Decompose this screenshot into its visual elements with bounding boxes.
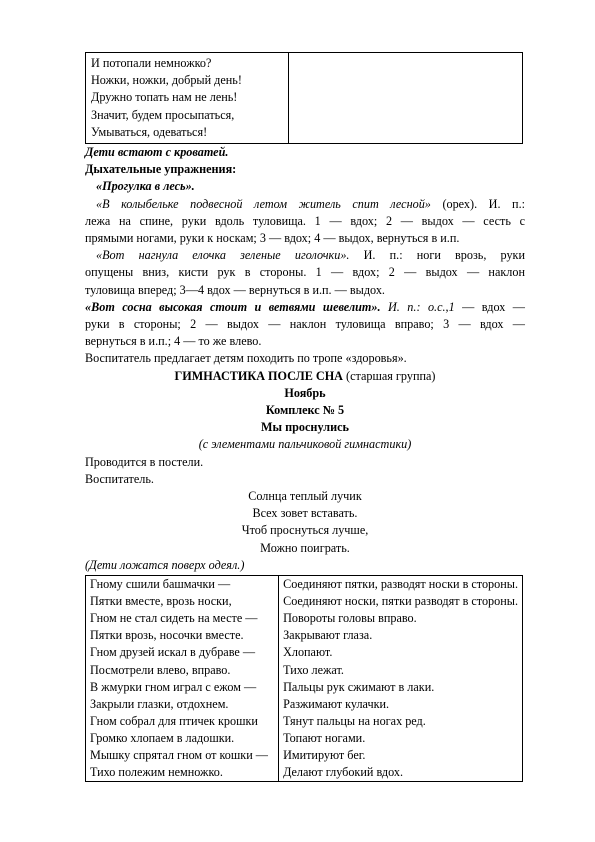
top-table-left-cell bbox=[86, 53, 289, 144]
action-line: Тянут пальцы на ногах ред. bbox=[283, 713, 426, 728]
verse-line: Гном собрал для птичек крошки bbox=[90, 713, 258, 728]
table-row bbox=[86, 576, 523, 782]
poem-line: Умываться, одеваться! bbox=[91, 124, 208, 139]
walk-title: «Прогулка в лесь». bbox=[96, 179, 195, 194]
breathing-title: Дыхательные упражнения: bbox=[85, 162, 237, 177]
exercise-1-text: (орех). И. п.: bbox=[430, 196, 526, 211]
exercise-3 bbox=[85, 299, 525, 316]
poem-line: Чтоб проснуться лучше, bbox=[241, 523, 369, 538]
action-line: Делают глубокий вдох. bbox=[283, 765, 404, 780]
top-table bbox=[85, 52, 523, 144]
document-page bbox=[85, 52, 525, 782]
verse-line: Тихо полежим немножко. bbox=[90, 765, 223, 780]
exercise-table bbox=[85, 575, 523, 782]
table-cell-verse bbox=[86, 576, 279, 782]
table-cell-action bbox=[279, 576, 523, 782]
exercise-1-line: прямыми ногами, руки к носкам; 3 — вдох; 4 — выдох, вернуться в и.п. bbox=[85, 231, 460, 246]
action-line: Закрывают глаза. bbox=[283, 628, 373, 643]
verse-line: Пятки врозь, носочки вместе. bbox=[90, 628, 244, 643]
verse-line: Мышку спрятал гном от кошки — bbox=[90, 748, 268, 763]
exercise-1 bbox=[85, 196, 525, 213]
action-line: Топают ногами. bbox=[283, 730, 366, 745]
heading-main: ГИМНАСТИКА ПОСЛЕ СНА bbox=[174, 368, 343, 383]
poem-line: Ножки, ножки, добрый день! bbox=[91, 73, 242, 88]
heading-group: (старшая группа) bbox=[342, 368, 436, 383]
exercise-3-line: вернуться в и.п.; 4 — то же влево. bbox=[85, 334, 262, 349]
action-line: Соединяют пятки, разводят носки в стороны. bbox=[283, 577, 518, 592]
teacher-offer: Воспитатель предлагает детям походить по тропе «здоровья». bbox=[85, 351, 407, 366]
exercise-3-ip: И. п.: о.с.,1 bbox=[380, 299, 455, 314]
month-heading: Ноябрь bbox=[284, 385, 326, 400]
action-line: Имитируют бег. bbox=[283, 748, 366, 763]
exercise-3-text: — вдох — bbox=[454, 299, 525, 314]
poem-line: Можно поиграть. bbox=[260, 540, 350, 555]
complex-subtitle: (с элементами пальчиковой гимнастики) bbox=[198, 437, 412, 452]
verse-line: Пятки вместе, врозь носки, bbox=[90, 594, 232, 609]
exercise-2-title: «Вот нагнула елочка зеленые иголочки». bbox=[96, 248, 350, 263]
action-line: Разжимают кулачки. bbox=[283, 696, 390, 711]
action-line: Повороты головы вправо. bbox=[283, 611, 417, 626]
exercise-1-title: «В колыбельке подвесной летом житель спит лесной» bbox=[96, 196, 431, 211]
exercise-3-title: «Вот сосна высокая стоит и ветвями шевелит». bbox=[85, 299, 381, 314]
exercise-2-text: И. п.: ноги врозь, руки bbox=[349, 248, 525, 263]
held-in-bed: Проводится в постели. bbox=[85, 454, 204, 469]
top-table-right-cell bbox=[289, 53, 523, 144]
action-line: Пальцы рук сжимают в лаки. bbox=[283, 679, 435, 694]
action-line: Хлопают. bbox=[283, 645, 333, 660]
poem-line: Значит, будем просыпаться, bbox=[91, 107, 235, 122]
verse-line: Посмотрели влево, вправо. bbox=[90, 662, 231, 677]
action-line: Соединяют носки, пятки разводят в стороны. bbox=[283, 594, 518, 609]
action-line: Тихо лежат. bbox=[283, 662, 344, 677]
teacher-label: Воспитатель. bbox=[85, 471, 154, 486]
poem-line: Всех зовет вставать. bbox=[252, 506, 358, 521]
verse-line: Громко хлопаем в ладошки. bbox=[90, 730, 235, 745]
complex-name: Мы проснулись bbox=[261, 420, 349, 435]
verse-line: Гному сшили башмачки — bbox=[90, 577, 231, 592]
kids-lie-note: (Дети ложатся поверх одеял.) bbox=[85, 557, 245, 572]
poem-line: Солнца теплый лучик bbox=[248, 489, 362, 504]
poem-line: И потопали немножко? bbox=[91, 56, 212, 70]
exercise-2-line: туловища вперед; 3—4 вдох — вернуться в и.п. — выдох. bbox=[85, 282, 385, 297]
verse-line: В жмурки гном играл с ежом — bbox=[90, 679, 257, 694]
exercise-2-line: опущены вниз, кисти рук в стороны. 1 — вдох; 2 — выдох — наклон bbox=[85, 265, 525, 280]
verse-line: Гном друзей искал в дубраве — bbox=[90, 645, 256, 660]
kids-get-up: Дети встают с кроватей. bbox=[85, 145, 229, 160]
section-heading bbox=[85, 368, 525, 385]
exercise-3-line: руки в стороны; 2 — выдох — наклон туловища вправо; 3 — вдох — bbox=[85, 317, 525, 332]
exercise-1-line: лежа на спине, руки вдоль туловища. 1 — вдох; 2 — выдох — сесть с bbox=[85, 213, 525, 228]
complex-heading: Комплекс № 5 bbox=[265, 403, 345, 418]
poem-line: Дружно топать нам не лень! bbox=[91, 90, 238, 105]
verse-line: Гном не стал сидеть на месте — bbox=[90, 611, 258, 626]
document-body bbox=[85, 144, 525, 574]
exercise-2 bbox=[85, 247, 525, 264]
verse-line: Закрыли глазки, отдохнем. bbox=[90, 696, 229, 711]
